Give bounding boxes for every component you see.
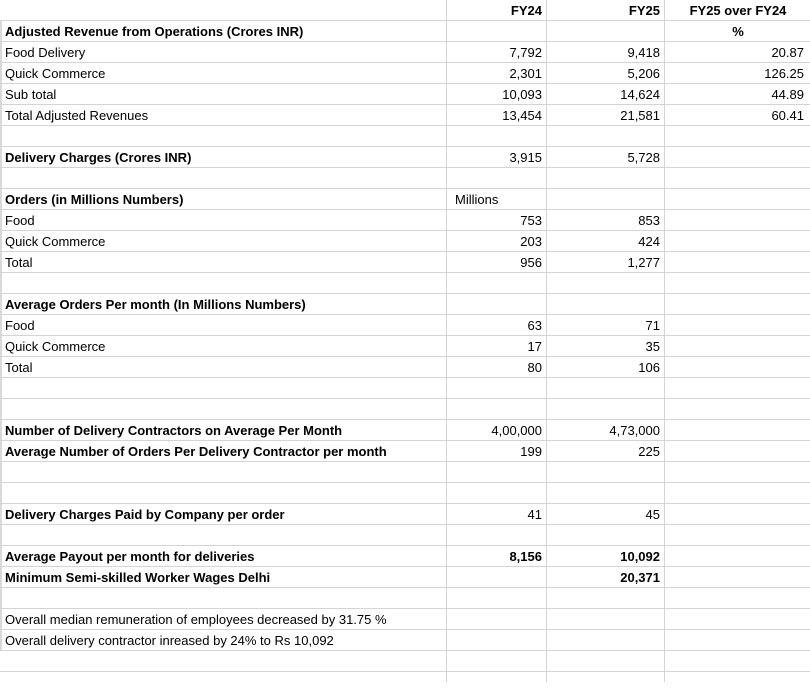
fy25-value[interactable]: 5,728 [627, 150, 660, 165]
fy24-value[interactable]: 4,00,000 [491, 423, 542, 438]
fy24-value[interactable]: 199 [520, 444, 542, 459]
fy25-value[interactable]: 14,624 [620, 87, 660, 102]
note-text[interactable]: Overall median remuneration of employees decreased by 31.75 % [5, 612, 387, 627]
fy25-value[interactable]: 4,73,000 [609, 423, 660, 438]
fy24-value[interactable]: 63 [527, 318, 542, 333]
row-label[interactable]: Delivery Charges Paid by Company per order [5, 507, 285, 522]
table-row [0, 84, 810, 105]
empty-row [0, 462, 810, 483]
row-label[interactable]: Quick Commerce [5, 66, 106, 81]
unit-label[interactable]: Millions [455, 192, 499, 207]
table-row [0, 294, 810, 315]
table-row [0, 609, 810, 630]
fy25-value[interactable]: 45 [645, 507, 660, 522]
table-row [0, 210, 810, 231]
table-row [0, 567, 810, 588]
row-label[interactable]: Delivery Charges (Crores INR) [5, 150, 192, 165]
empty-row [0, 588, 810, 609]
fy25-value[interactable]: 20,371 [620, 570, 660, 585]
fy25-value[interactable]: 5,206 [627, 66, 660, 81]
table-row [0, 441, 810, 462]
change-value[interactable]: 20.87 [771, 45, 804, 60]
table-row [0, 63, 810, 84]
empty-row [0, 672, 810, 693]
fy25-value[interactable]: 35 [645, 339, 660, 354]
revenue-title[interactable]: Adjusted Revenue from Operations (Crores INR) [5, 24, 304, 39]
empty-row [0, 399, 810, 420]
fy24-value[interactable]: 80 [527, 360, 542, 375]
row-label[interactable]: Minimum Semi-skilled Worker Wages Delhi [5, 570, 271, 585]
fy25-value[interactable]: 1,277 [627, 255, 660, 270]
row-label[interactable]: Average Number of Orders Per Delivery Contractor per month [5, 444, 387, 459]
header-fy25[interactable]: FY25 [628, 3, 660, 18]
fy24-value[interactable]: 203 [520, 234, 542, 249]
table-row [0, 420, 810, 441]
table-row [0, 21, 810, 42]
empty-row [0, 483, 810, 504]
change-value[interactable]: 126.25 [764, 66, 804, 81]
fy24-value[interactable]: 956 [520, 255, 542, 270]
row-label[interactable]: Average Payout per month for deliveries [5, 549, 255, 564]
empty-row [0, 525, 810, 546]
table-row [0, 147, 810, 168]
empty-row [0, 378, 810, 399]
fy24-value[interactable]: 17 [527, 339, 542, 354]
table-row [0, 252, 810, 273]
fy25-value[interactable]: 71 [645, 318, 660, 333]
table-row [0, 357, 810, 378]
table-row [0, 630, 810, 651]
empty-row [0, 126, 810, 147]
fy25-value[interactable]: 9,418 [627, 45, 660, 60]
fy25-value[interactable]: 10,092 [620, 549, 660, 564]
empty-row [0, 168, 810, 189]
row-label[interactable]: Quick Commerce [5, 339, 106, 354]
fy25-value[interactable]: 106 [638, 360, 660, 375]
empty-row [0, 273, 810, 294]
row-label[interactable]: Sub total [5, 87, 57, 102]
row-label[interactable]: Total [5, 255, 33, 270]
row-label[interactable]: Food Delivery [5, 45, 86, 60]
fy25-value[interactable]: 21,581 [620, 108, 660, 123]
fy25-value[interactable]: 225 [638, 444, 660, 459]
table-row [0, 315, 810, 336]
fy24-value[interactable]: 2,301 [509, 66, 542, 81]
fy24-value[interactable]: 753 [520, 213, 542, 228]
table-row [0, 504, 810, 525]
row-label[interactable]: Total [5, 360, 33, 375]
row-label[interactable]: Quick Commerce [5, 234, 106, 249]
header-fy24[interactable]: FY24 [510, 3, 542, 18]
header-change[interactable]: FY25 over FY24 [689, 3, 787, 18]
empty-row [0, 651, 810, 672]
fy25-value[interactable]: 853 [638, 213, 660, 228]
change-value[interactable]: 44.89 [771, 87, 804, 102]
table-row [0, 336, 810, 357]
row-label[interactable]: Food [5, 213, 35, 228]
section-title[interactable]: Orders (in Millions Numbers) [5, 192, 184, 207]
row-label[interactable]: Number of Delivery Contractors on Average Per Month [5, 423, 343, 438]
table-row [0, 231, 810, 252]
table-row [0, 105, 810, 126]
row-label[interactable]: Food [5, 318, 35, 333]
fy24-value[interactable]: 8,156 [509, 549, 542, 564]
fy24-value[interactable]: 3,915 [509, 150, 542, 165]
header-row [0, 0, 810, 21]
fy24-value[interactable]: 7,792 [509, 45, 542, 60]
change-value[interactable]: 60.41 [771, 108, 804, 123]
table-row [0, 546, 810, 567]
table-row [0, 189, 810, 210]
section-title[interactable]: Average Orders Per month (In Millions Numbers) [5, 297, 306, 312]
fy24-value[interactable]: 13,454 [502, 108, 542, 123]
header-pct[interactable]: % [732, 24, 744, 39]
note-text[interactable]: Overall delivery contractor inreased by 24% to Rs 10,092 [5, 633, 334, 648]
fy24-value[interactable]: 41 [527, 507, 542, 522]
row-label[interactable]: Total Adjusted Revenues [5, 108, 149, 123]
table-row [0, 42, 810, 63]
fy24-value[interactable]: 10,093 [502, 87, 542, 102]
fy25-value[interactable]: 424 [638, 234, 660, 249]
